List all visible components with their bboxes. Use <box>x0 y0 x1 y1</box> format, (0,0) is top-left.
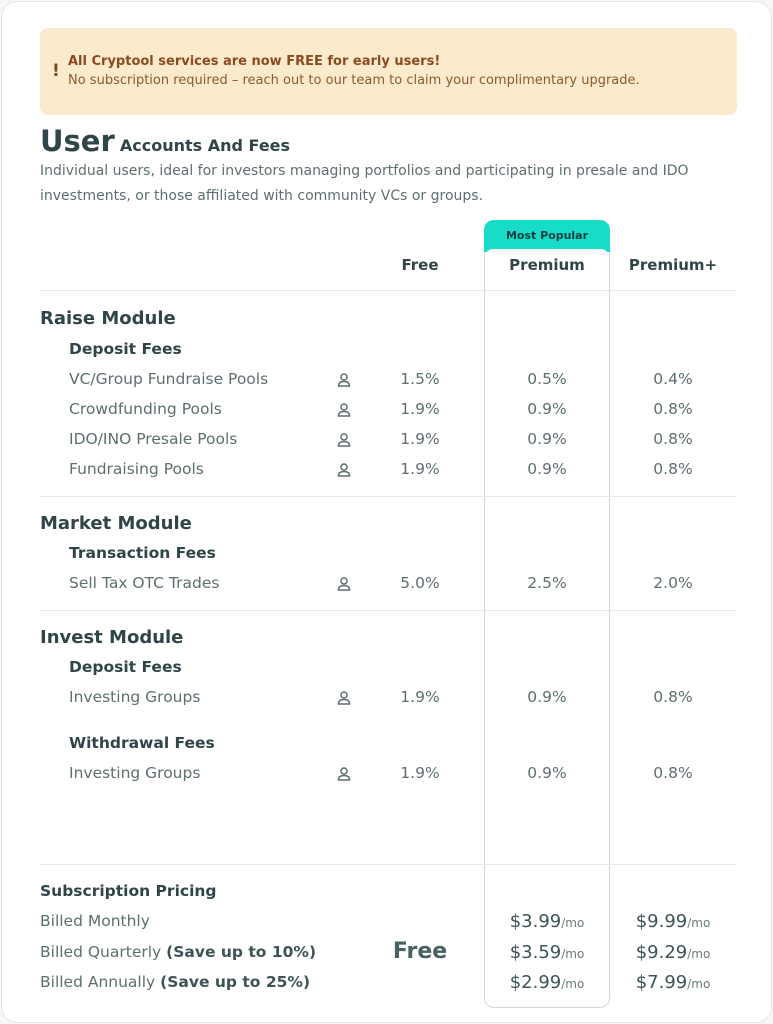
price-period: /mo <box>561 977 585 991</box>
premium-plus-price <box>613 911 733 932</box>
billing-period: Billed Annually <box>40 973 156 991</box>
fee-row-label: VC/Group Fundraise Pools <box>69 370 269 388</box>
user-icon <box>336 690 352 706</box>
premium-column-highlight <box>484 220 610 1008</box>
plan-header-free: Free <box>401 256 439 274</box>
billing-savings: (Save up to 25%) <box>160 973 311 991</box>
fee-premium-plus: 0.8% <box>653 764 693 782</box>
most-popular-badge: Most Popular <box>484 220 610 252</box>
fee-free: 1.9% <box>400 764 440 782</box>
fee-row-label: Investing Groups <box>69 764 201 782</box>
pricing-title: Subscription Pricing <box>40 882 217 900</box>
free-notice-banner <box>40 28 737 115</box>
premium-price <box>487 911 607 932</box>
page-title-main: User <box>40 124 115 158</box>
fee-premium: 0.9% <box>527 764 567 782</box>
fee-premium: 0.9% <box>527 430 567 448</box>
fee-premium-plus: 2.0% <box>653 574 693 592</box>
price-amount: $7.99 <box>635 972 688 993</box>
fee-premium: 0.9% <box>527 400 567 418</box>
user-icon <box>336 372 352 388</box>
page-title-sub: Accounts And Fees <box>119 136 291 155</box>
fee-premium: 2.5% <box>527 574 567 592</box>
price-period: /mo <box>687 947 711 961</box>
premium-plus-price <box>613 972 733 993</box>
section-title-raise: Raise Module <box>40 308 176 329</box>
price-period: /mo <box>687 916 711 930</box>
premium-plus-price <box>613 942 733 963</box>
plan-header-premium: Premium <box>509 256 585 274</box>
fee-premium-plus: 0.8% <box>653 430 693 448</box>
fee-free: 1.9% <box>400 460 440 478</box>
fee-premium-plus: 0.8% <box>653 688 693 706</box>
fee-row-label: IDO/INO Presale Pools <box>69 430 238 448</box>
billing-label <box>40 973 310 991</box>
price-period: /mo <box>561 916 585 930</box>
fee-premium-plus: 0.8% <box>653 460 693 478</box>
price-amount: $9.99 <box>635 911 688 932</box>
user-icon <box>336 432 352 448</box>
billing-label <box>40 943 316 961</box>
user-icon <box>336 576 352 592</box>
fee-row-label: Sell Tax OTC Trades <box>69 574 220 592</box>
fee-free: 5.0% <box>400 574 440 592</box>
page-description: Individual users, ideal for investors managing portfolios and participating in presale and IDO investments, or those affiliated with community VCs or groups. <box>40 163 689 204</box>
fee-free: 1.5% <box>400 370 440 388</box>
premium-price <box>487 972 607 993</box>
plan-header-premium-plus: Premium+ <box>628 256 718 274</box>
user-icon <box>336 766 352 782</box>
fee-row-label: Fundraising Pools <box>69 460 204 478</box>
billing-label <box>40 912 150 930</box>
user-icon <box>336 402 352 418</box>
notice-title: All Cryptool services are now FREE for early users! <box>68 54 441 69</box>
divider <box>40 290 737 291</box>
exclamation-icon: ! <box>52 61 60 81</box>
premium-price <box>487 942 607 963</box>
fee-row-label: Crowdfunding Pools <box>69 400 222 418</box>
fee-premium-plus: 0.4% <box>653 370 693 388</box>
price-amount: $3.99 <box>509 911 562 932</box>
price-period: /mo <box>687 977 711 991</box>
billing-period: Billed Monthly <box>40 912 150 930</box>
free-price: Free <box>392 939 448 964</box>
subsection-deposit-fees: Deposit Fees <box>69 340 182 358</box>
billing-savings: (Save up to 10%) <box>166 943 317 961</box>
fee-free: 1.9% <box>400 400 440 418</box>
pricing-card <box>1 1 772 1023</box>
subsection-withdrawal-fees: Withdrawal Fees <box>69 734 215 752</box>
price-amount: $3.59 <box>509 942 562 963</box>
price-amount: $2.99 <box>509 972 562 993</box>
divider <box>40 610 737 611</box>
subsection-transaction-fees: Transaction Fees <box>69 544 216 562</box>
user-icon <box>336 462 352 478</box>
price-period: /mo <box>561 947 585 961</box>
divider <box>40 864 737 865</box>
section-title-market: Market Module <box>40 513 192 534</box>
fee-free: 1.9% <box>400 430 440 448</box>
fee-premium: 0.9% <box>527 688 567 706</box>
fee-free: 1.9% <box>400 688 440 706</box>
billing-period: Billed Quarterly <box>40 943 162 961</box>
price-amount: $9.29 <box>635 942 688 963</box>
fee-premium: 0.5% <box>527 370 567 388</box>
section-title-invest: Invest Module <box>40 627 184 648</box>
fee-premium-plus: 0.8% <box>653 400 693 418</box>
page-title <box>40 124 290 158</box>
notice-text: No subscription required – reach out to our team to claim your complimentary upgrade. <box>68 73 640 88</box>
subsection-deposit-fees: Deposit Fees <box>69 658 182 676</box>
fee-premium: 0.9% <box>527 460 567 478</box>
fee-row-label: Investing Groups <box>69 688 201 706</box>
divider <box>40 496 737 497</box>
